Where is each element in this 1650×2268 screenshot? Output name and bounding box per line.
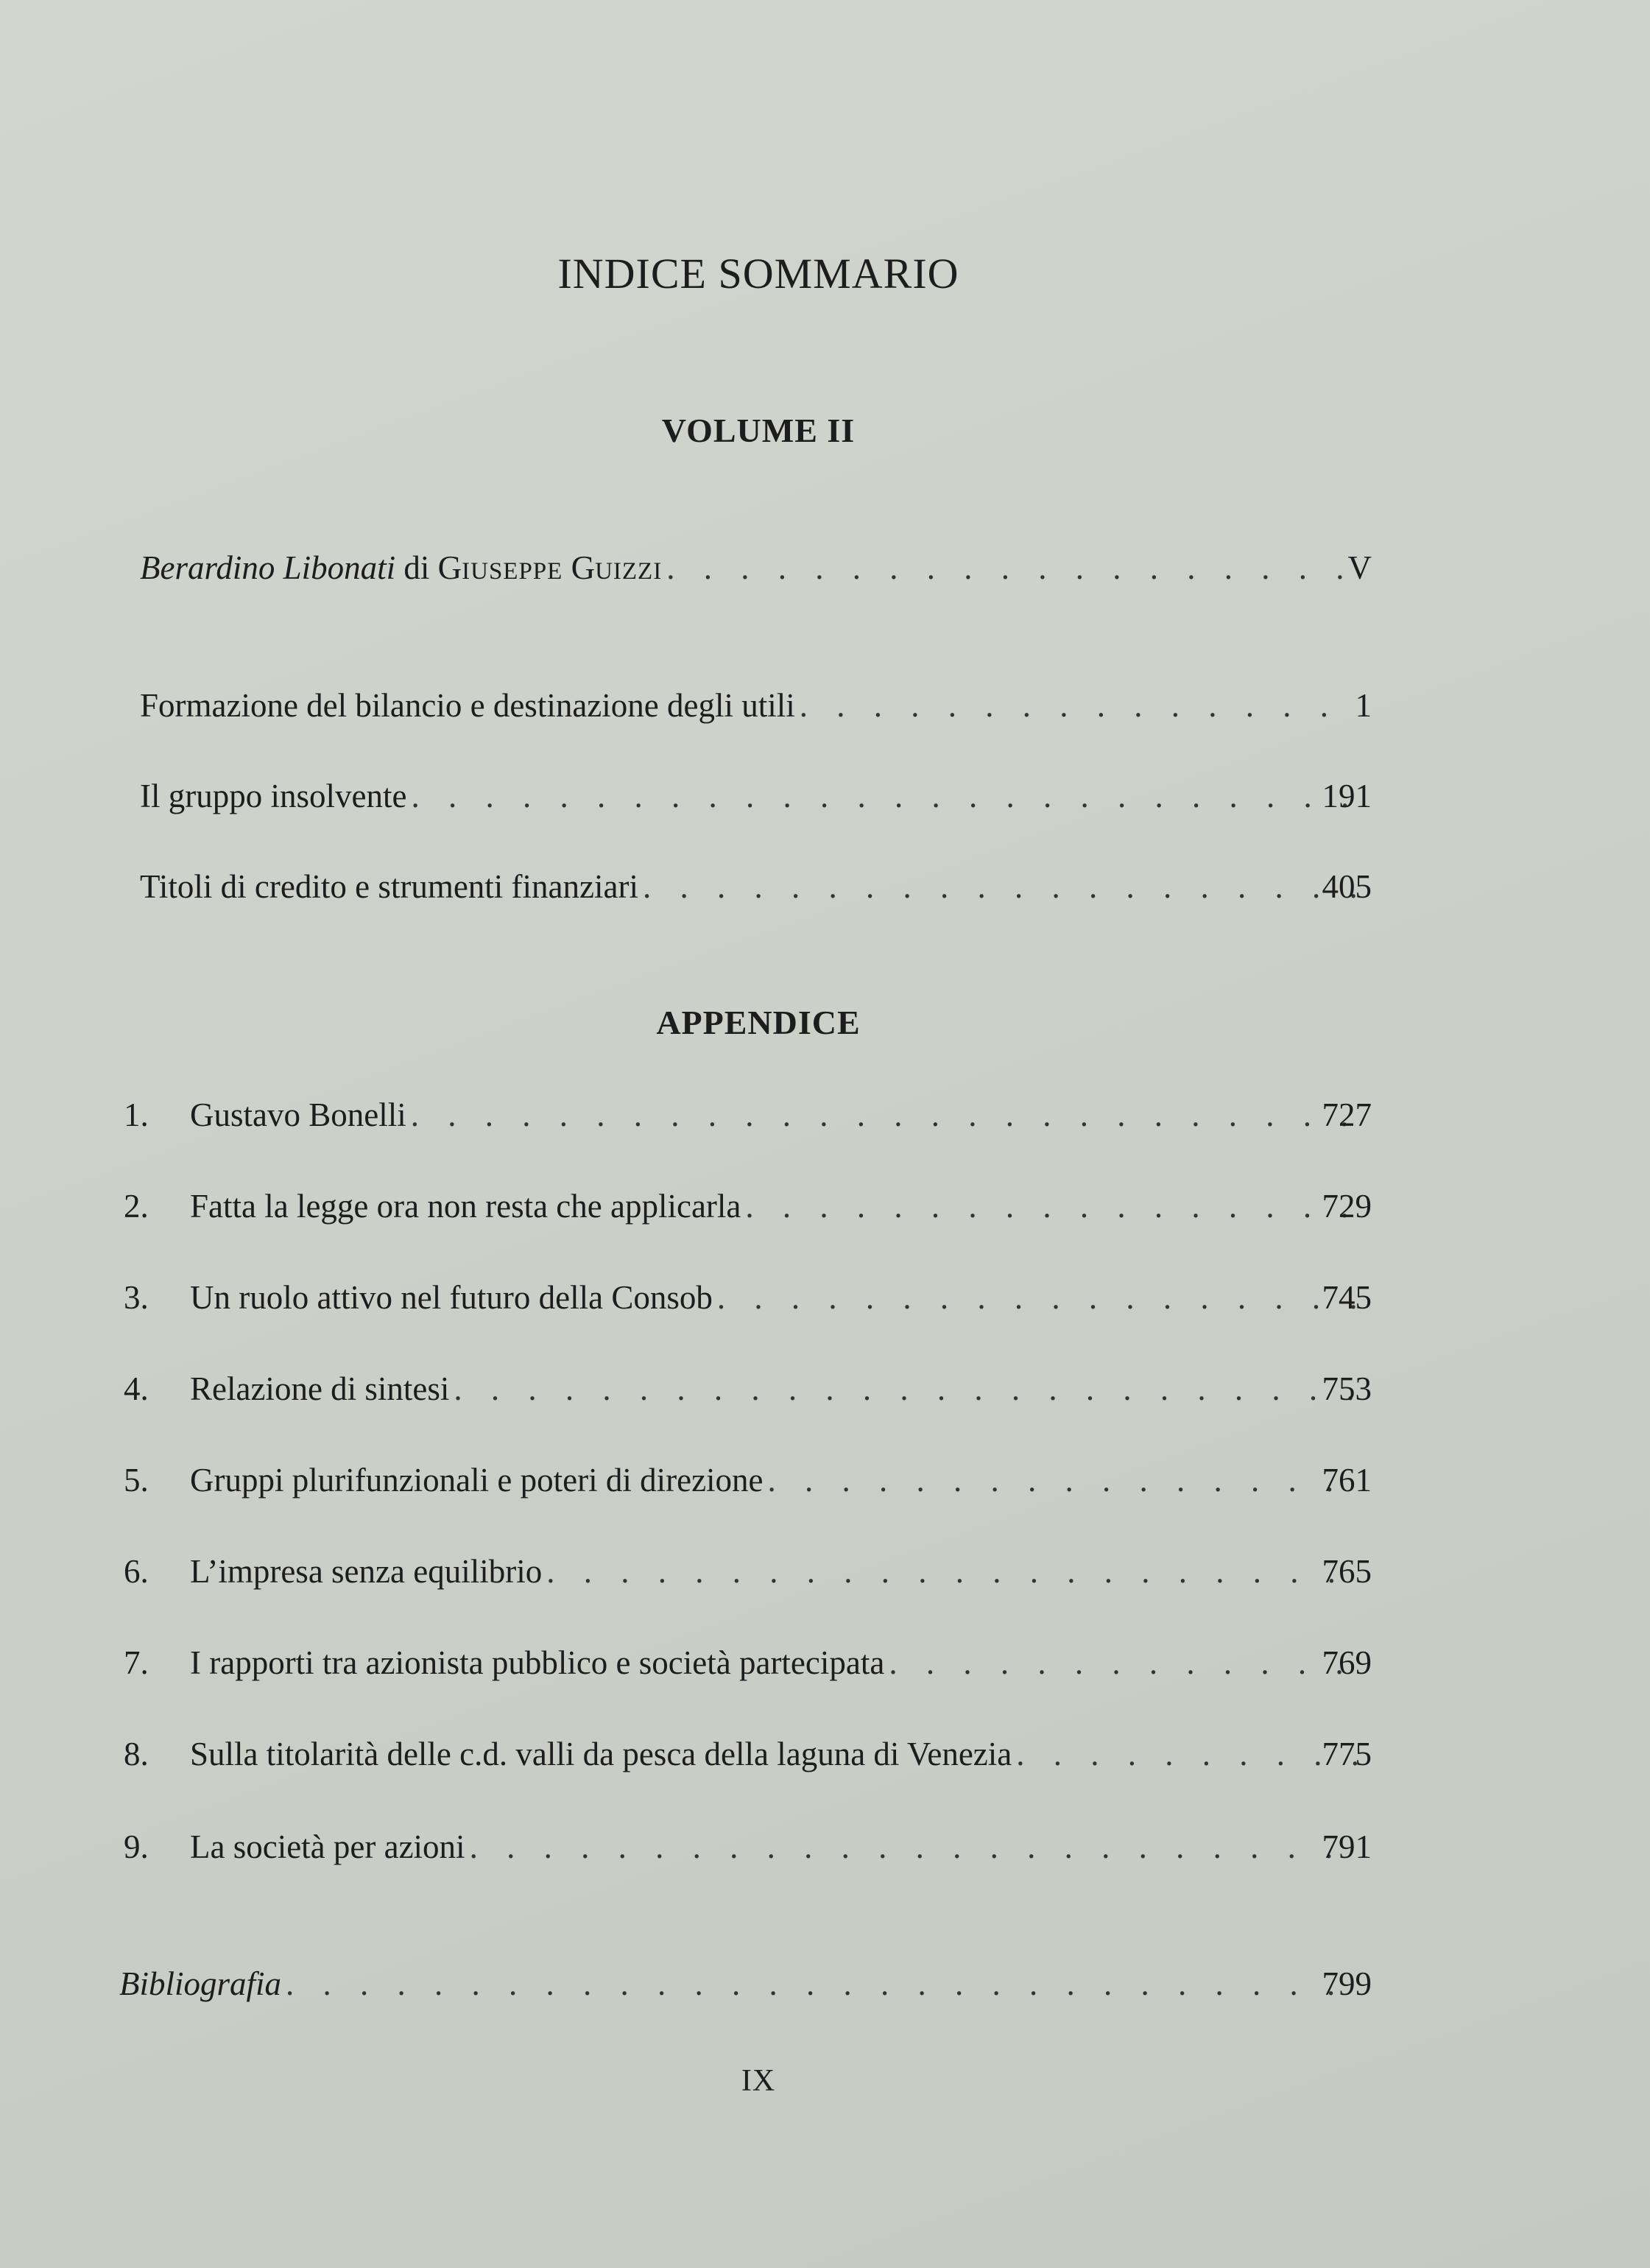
appendix-entry-number: 5. <box>124 1462 149 1498</box>
toc-page-number: 745 <box>1322 1279 1372 1316</box>
toc-page-number: 191 <box>1322 778 1372 814</box>
toc-page-number: 799 <box>1322 1965 1372 2002</box>
leader-dots <box>454 1370 1359 1408</box>
page-title: INDICE SOMMARIO <box>557 250 959 297</box>
leader-dots <box>546 1552 1359 1591</box>
appendix-entry-number: 7. <box>124 1644 149 1681</box>
leader-dots <box>470 1828 1359 1866</box>
toc-page-number: 729 <box>1322 1188 1372 1225</box>
leader-dots <box>643 867 1359 906</box>
toc-entry-title: Bibliografia <box>119 1965 282 2002</box>
toc-page-number: 1 <box>1355 687 1372 724</box>
toc-page-number: 775 <box>1322 1736 1372 1772</box>
author-initial: G <box>437 549 462 586</box>
leader-dots <box>745 1187 1359 1225</box>
toc-page-number: 791 <box>1322 1828 1372 1865</box>
toc-entry-title: I rapporti tra azionista pubblico e società partecipata <box>190 1644 885 1681</box>
appendix-entry-number: 1. <box>124 1096 149 1133</box>
appendix-entry <box>124 1644 1372 1695</box>
toc-page-number: 753 <box>1322 1370 1372 1407</box>
toc-page-number: 405 <box>1322 868 1372 905</box>
appendix-entry-number: 9. <box>124 1828 149 1865</box>
toc-entry-title: L’impresa senza equilibrio <box>190 1553 543 1590</box>
toc-entry-title: Gustavo Bonelli <box>190 1096 406 1133</box>
toc-entry-title: Un ruolo attivo nel futuro della Consob <box>190 1279 713 1316</box>
appendix-heading: APPENDICE <box>656 1004 861 1041</box>
leader-dots <box>411 777 1359 815</box>
toc-entry-title: Il gruppo insolvente <box>140 778 407 814</box>
toc-page-number: 761 <box>1322 1462 1372 1498</box>
leader-dots <box>800 686 1359 725</box>
author-name-rest: IUSEPPE <box>462 558 563 585</box>
appendix-entry <box>124 1370 1372 1421</box>
appendix-entry <box>124 1552 1372 1604</box>
toc-entry-title <box>140 549 662 587</box>
toc-page-number: V <box>1347 549 1372 586</box>
toc-entry-title: Titoli di credito e strumenti finanziari <box>140 868 638 905</box>
toc-entry-intro <box>140 549 1372 600</box>
appendix-entry <box>124 1461 1372 1512</box>
leader-dots <box>411 1096 1359 1134</box>
volume-heading: VOLUME II <box>661 412 856 449</box>
toc-entry-bibliography <box>119 1965 1372 2016</box>
leader-dots <box>286 1965 1359 2003</box>
leader-dots <box>768 1461 1359 1499</box>
appendix-entry-number: 8. <box>124 1736 149 1772</box>
author-initial: G <box>571 549 596 586</box>
toc-entry-title: Sulla titolarità delle c.d. valli da pesca della laguna di Venezia <box>190 1736 1012 1772</box>
toc-entry <box>140 777 1372 828</box>
toc-entry-by: di <box>403 549 430 586</box>
appendix-entry-number: 3. <box>124 1279 149 1316</box>
appendix-entry <box>124 1187 1372 1239</box>
footer-page-number: IX <box>741 2064 776 2098</box>
toc-entry-title: Fatta la legge ora non resta che applicarla <box>190 1188 741 1225</box>
toc-entry-title: Relazione di sintesi <box>190 1370 450 1407</box>
toc-entry <box>140 867 1372 919</box>
toc-entry-title: Gruppi plurifunzionali e poteri di direzione <box>190 1462 764 1498</box>
toc-entry-subject: Berardino Libonati <box>140 549 396 586</box>
appendix-entry <box>124 1096 1372 1147</box>
author-name-rest: UIZZI <box>595 558 663 585</box>
toc-page-number: 765 <box>1322 1553 1372 1590</box>
leader-dots <box>666 549 1359 587</box>
toc-entry <box>140 686 1372 738</box>
appendix-entry-number: 2. <box>124 1188 149 1225</box>
toc-page-number: 727 <box>1322 1096 1372 1133</box>
appendix-entry-number: 6. <box>124 1553 149 1590</box>
appendix-entry <box>124 1735 1372 1786</box>
leader-dots <box>717 1278 1359 1317</box>
toc-page-number: 769 <box>1322 1644 1372 1681</box>
toc-entry-title: Formazione del bilancio e destinazione degli utili <box>140 687 795 724</box>
appendix-entry <box>124 1828 1372 1879</box>
appendix-entry-number: 4. <box>124 1370 149 1407</box>
toc-entry-title: La società per azioni <box>190 1828 465 1865</box>
appendix-entry <box>124 1278 1372 1330</box>
